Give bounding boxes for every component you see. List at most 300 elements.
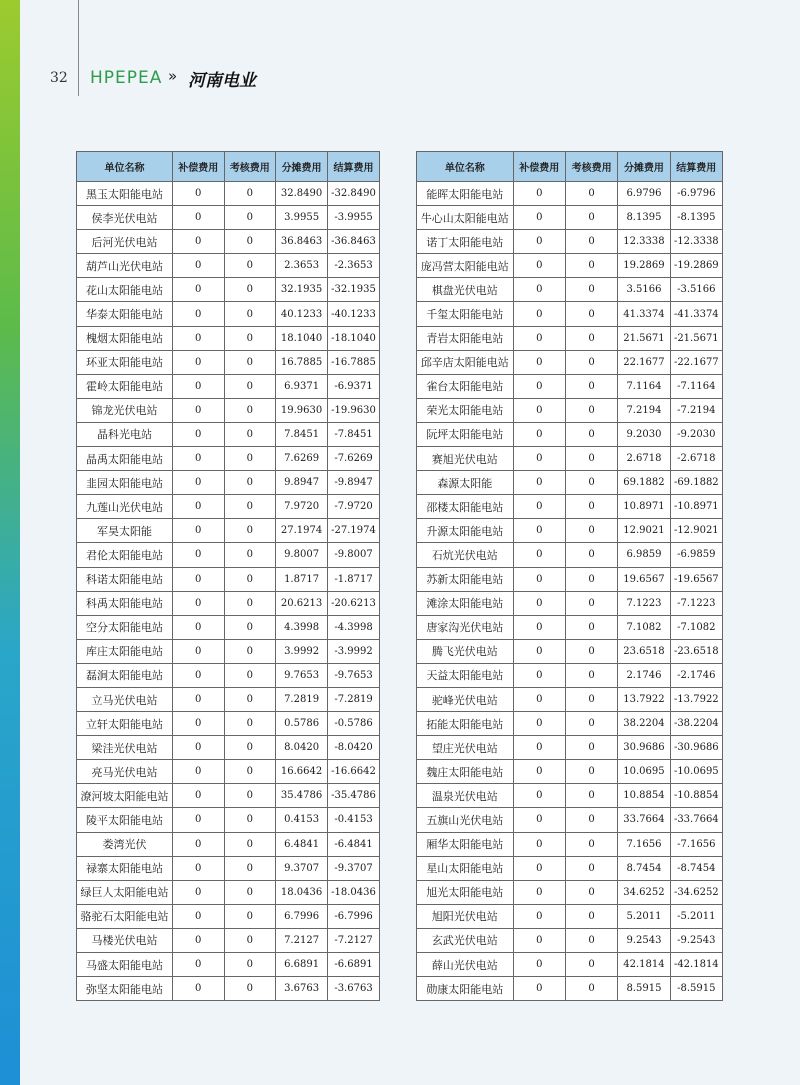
allocation-cell: 10.8854 [618,784,670,808]
assessment-cell: 0 [565,230,617,254]
compensation-cell: 0 [513,615,565,639]
settlement-cell: -7.1164 [670,374,722,398]
compensation-cell: 0 [513,856,565,880]
assessment-cell: 0 [565,471,617,495]
assessment-cell: 0 [224,953,276,977]
assessment-cell: 0 [565,519,617,543]
compensation-cell: 0 [513,760,565,784]
table-row [417,736,723,760]
assessment-cell: 0 [565,543,617,567]
unit-name-cell: 棋盘光伏电站 [417,278,514,302]
table-row [417,230,723,254]
unit-name-cell: 晶科光电站 [77,422,173,446]
unit-name-cell: 九莲山光伏电站 [77,495,173,519]
assessment-cell: 0 [224,904,276,928]
allocation-cell: 7.2194 [618,398,670,422]
settlement-cell: -10.8971 [670,495,722,519]
settlement-cell: -6.4841 [328,832,380,856]
table-row [77,326,380,350]
allocation-cell: 10.8971 [618,495,670,519]
table-row [77,808,380,832]
compensation-cell: 0 [513,784,565,808]
assessment-cell: 0 [224,880,276,904]
compensation-cell: 0 [513,543,565,567]
assessment-cell: 0 [224,230,276,254]
allocation-cell: 8.1395 [618,206,670,230]
unit-name-cell: 空分太阳能电站 [77,615,173,639]
allocation-cell: 33.7664 [618,808,670,832]
settlement-cell: -4.3998 [328,615,380,639]
compensation-cell: 0 [172,567,224,591]
settlement-cell: -16.6642 [328,760,380,784]
allocation-cell: 7.2127 [276,928,328,952]
compensation-cell: 0 [513,374,565,398]
table-row [77,832,380,856]
settlement-cell: -38.2204 [670,712,722,736]
table-row [77,615,380,639]
allocation-cell: 30.9686 [618,736,670,760]
assessment-cell: 0 [565,398,617,422]
allocation-cell: 7.2819 [276,687,328,711]
col-header-unit: 单位名称 [417,152,514,182]
allocation-cell: 16.7885 [276,350,328,374]
assessment-cell: 0 [565,591,617,615]
allocation-cell: 7.1082 [618,615,670,639]
brand-separator: » [168,67,178,85]
compensation-cell: 0 [172,543,224,567]
assessment-cell: 0 [224,302,276,326]
table-row [417,784,723,808]
table-row [417,663,723,687]
assessment-cell: 0 [565,302,617,326]
table-row [77,784,380,808]
assessment-cell: 0 [224,543,276,567]
assessment-cell: 0 [224,254,276,278]
allocation-cell: 27.1974 [276,519,328,543]
settlement-cell: -42.1814 [670,953,722,977]
compensation-cell: 0 [513,977,565,1001]
unit-name-cell: 潦河坡太阳能电站 [77,784,173,808]
compensation-cell: 0 [172,471,224,495]
unit-name-cell: 腾飞光伏电站 [417,639,514,663]
compensation-cell: 0 [513,422,565,446]
compensation-cell: 0 [513,350,565,374]
assessment-cell: 0 [565,422,617,446]
allocation-cell: 32.8490 [276,182,328,206]
settlement-cell: -18.1040 [328,326,380,350]
table-row [77,182,380,206]
settlement-cell: -18.0436 [328,880,380,904]
table-row [417,567,723,591]
settlement-cell: -12.3338 [670,230,722,254]
table-row [77,880,380,904]
table-row [417,591,723,615]
table-row [77,760,380,784]
compensation-cell: 0 [172,302,224,326]
assessment-cell: 0 [565,687,617,711]
compensation-cell: 0 [513,880,565,904]
table-row [417,326,723,350]
settlement-cell: -34.6252 [670,880,722,904]
assessment-cell: 0 [224,977,276,1001]
side-color-bar [0,0,20,1085]
compensation-cell: 0 [172,254,224,278]
unit-name-cell: 华泰太阳能电站 [77,302,173,326]
assessment-cell: 0 [224,447,276,471]
allocation-cell: 8.0420 [276,736,328,760]
compensation-cell: 0 [513,495,565,519]
unit-name-cell: 星山太阳能电站 [417,856,514,880]
settlement-cell: -35.4786 [328,784,380,808]
allocation-cell: 21.5671 [618,326,670,350]
allocation-cell: 7.1223 [618,591,670,615]
unit-name-cell: 望庄光伏电站 [417,736,514,760]
unit-name-cell: 勋康太阳能电站 [417,977,514,1001]
unit-name-cell: 薛山光伏电站 [417,953,514,977]
table-row [417,278,723,302]
table-row [77,712,380,736]
table-row [417,495,723,519]
assessment-cell: 0 [565,880,617,904]
table-row [77,543,380,567]
compensation-cell: 0 [172,928,224,952]
unit-name-cell: 旭阳光伏电站 [417,904,514,928]
unit-name-cell: 骆驼石太阳能电站 [77,904,173,928]
table-row [417,712,723,736]
assessment-cell: 0 [224,278,276,302]
table-row [417,760,723,784]
assessment-cell: 0 [224,471,276,495]
table-header-row [77,152,380,182]
table-row [417,206,723,230]
settlement-cell: -2.3653 [328,254,380,278]
compensation-cell: 0 [172,712,224,736]
table-row [77,639,380,663]
unit-name-cell: 磊涧太阳能电站 [77,663,173,687]
settlement-cell: -7.2194 [670,398,722,422]
compensation-cell: 0 [172,639,224,663]
col-header-assessment: 考核费用 [565,152,617,182]
table-row [417,928,723,952]
compensation-cell: 0 [513,904,565,928]
assessment-cell: 0 [565,663,617,687]
table-row [417,904,723,928]
left-fee-table [76,151,380,1001]
assessment-cell: 0 [565,639,617,663]
unit-name-cell: 赛旭光伏电站 [417,447,514,471]
compensation-cell: 0 [513,639,565,663]
compensation-cell: 0 [172,278,224,302]
allocation-cell: 9.3707 [276,856,328,880]
assessment-cell: 0 [565,712,617,736]
unit-name-cell: 滩涂太阳能电站 [417,591,514,615]
settlement-cell: -5.2011 [670,904,722,928]
assessment-cell: 0 [565,904,617,928]
compensation-cell: 0 [513,832,565,856]
settlement-cell: -6.6891 [328,953,380,977]
allocation-cell: 3.9955 [276,206,328,230]
unit-name-cell: 库庄太阳能电站 [77,639,173,663]
compensation-cell: 0 [513,712,565,736]
assessment-cell: 0 [224,712,276,736]
table-row [417,977,723,1001]
compensation-cell: 0 [172,856,224,880]
assessment-cell: 0 [224,639,276,663]
brand-logo-latin: HPEPEA [90,68,163,88]
unit-name-cell: 环亚太阳能电站 [77,350,173,374]
unit-name-cell: 娄湾光伏 [77,832,173,856]
unit-name-cell: 雀台太阳能电站 [417,374,514,398]
unit-name-cell: 五旗山光伏电站 [417,808,514,832]
unit-name-cell: 槐烟太阳能电站 [77,326,173,350]
allocation-cell: 8.5915 [618,977,670,1001]
assessment-cell: 0 [224,615,276,639]
compensation-cell: 0 [513,447,565,471]
table-row [417,543,723,567]
compensation-cell: 0 [172,519,224,543]
settlement-cell: -0.4153 [328,808,380,832]
allocation-cell: 6.9859 [618,543,670,567]
table-row [417,254,723,278]
assessment-cell: 0 [565,374,617,398]
settlement-cell: -36.8463 [328,230,380,254]
unit-name-cell: 诺丁太阳能电站 [417,230,514,254]
table-row [417,519,723,543]
unit-name-cell: 玄武光伏电站 [417,928,514,952]
table-row [77,447,380,471]
settlement-cell: -7.2819 [328,687,380,711]
allocation-cell: 42.1814 [618,953,670,977]
unit-name-cell: 君伦太阳能电站 [77,543,173,567]
settlement-cell: -9.8007 [328,543,380,567]
page-header [20,0,800,110]
settlement-cell: -0.5786 [328,712,380,736]
settlement-cell: -2.6718 [670,447,722,471]
assessment-cell: 0 [565,784,617,808]
settlement-cell: -7.2127 [328,928,380,952]
settlement-cell: -3.9955 [328,206,380,230]
allocation-cell: 5.2011 [618,904,670,928]
table-row [417,953,723,977]
compensation-cell: 0 [172,350,224,374]
table-row [417,687,723,711]
unit-name-cell: 黑玉太阳能电站 [77,182,173,206]
table-row [77,278,380,302]
allocation-cell: 0.4153 [276,808,328,832]
assessment-cell: 0 [565,495,617,519]
compensation-cell: 0 [513,254,565,278]
table-row [77,953,380,977]
allocation-cell: 19.9630 [276,398,328,422]
header-divider [78,0,79,96]
compensation-cell: 0 [172,953,224,977]
compensation-cell: 0 [172,904,224,928]
unit-name-cell: 邱辛店太阳能电站 [417,350,514,374]
settlement-cell: -7.8451 [328,422,380,446]
table-row [77,977,380,1001]
assessment-cell: 0 [565,808,617,832]
compensation-cell: 0 [172,832,224,856]
table-row [417,182,723,206]
unit-name-cell: 阮坪太阳能电站 [417,422,514,446]
unit-name-cell: 葫芦山光伏电站 [77,254,173,278]
settlement-cell: -12.9021 [670,519,722,543]
settlement-cell: -8.0420 [328,736,380,760]
col-header-compensation: 补偿费用 [513,152,565,182]
unit-name-cell: 科禹太阳能电站 [77,591,173,615]
compensation-cell: 0 [172,447,224,471]
table-row [417,880,723,904]
table-row [417,856,723,880]
settlement-cell: -1.8717 [328,567,380,591]
compensation-cell: 0 [513,230,565,254]
unit-name-cell: 森源太阳能 [417,471,514,495]
assessment-cell: 0 [565,567,617,591]
compensation-cell: 0 [172,398,224,422]
compensation-cell: 0 [513,278,565,302]
unit-name-cell: 苏新太阳能电站 [417,567,514,591]
unit-name-cell: 邵楼太阳能电站 [417,495,514,519]
allocation-cell: 19.6567 [618,567,670,591]
allocation-cell: 69.1882 [618,471,670,495]
allocation-cell: 18.0436 [276,880,328,904]
settlement-cell: -23.6518 [670,639,722,663]
allocation-cell: 6.6891 [276,953,328,977]
settlement-cell: -7.1223 [670,591,722,615]
allocation-cell: 9.7653 [276,663,328,687]
allocation-cell: 7.9720 [276,495,328,519]
assessment-cell: 0 [224,374,276,398]
allocation-cell: 3.6763 [276,977,328,1001]
compensation-cell: 0 [172,736,224,760]
settlement-cell: -32.8490 [328,182,380,206]
unit-name-cell: 能晖太阳能电站 [417,182,514,206]
table-row [77,471,380,495]
assessment-cell: 0 [224,350,276,374]
table-row [77,422,380,446]
settlement-cell: -8.7454 [670,856,722,880]
page-number: 32 [50,70,68,86]
compensation-cell: 0 [513,953,565,977]
allocation-cell: 2.1746 [618,663,670,687]
table-row [77,350,380,374]
settlement-cell: -3.9992 [328,639,380,663]
allocation-cell: 40.1233 [276,302,328,326]
assessment-cell: 0 [565,832,617,856]
unit-name-cell: 荣光太阳能电站 [417,398,514,422]
compensation-cell: 0 [513,398,565,422]
compensation-cell: 0 [172,977,224,1001]
allocation-cell: 7.8451 [276,422,328,446]
compensation-cell: 0 [172,422,224,446]
assessment-cell: 0 [224,928,276,952]
assessment-cell: 0 [224,567,276,591]
table-row [417,639,723,663]
unit-name-cell: 升源太阳能电站 [417,519,514,543]
unit-name-cell: 马楼光伏电站 [77,928,173,952]
assessment-cell: 0 [565,736,617,760]
compensation-cell: 0 [172,326,224,350]
compensation-cell: 0 [513,519,565,543]
allocation-cell: 19.2869 [618,254,670,278]
assessment-cell: 0 [565,182,617,206]
allocation-cell: 10.0695 [618,760,670,784]
allocation-cell: 41.3374 [618,302,670,326]
unit-name-cell: 唐家沟光伏电站 [417,615,514,639]
allocation-cell: 13.7922 [618,687,670,711]
col-header-unit: 单位名称 [77,152,173,182]
allocation-cell: 3.9992 [276,639,328,663]
assessment-cell: 0 [224,519,276,543]
table-row [77,230,380,254]
unit-name-cell: 科诺太阳能电站 [77,567,173,591]
assessment-cell: 0 [565,350,617,374]
compensation-cell: 0 [172,495,224,519]
assessment-cell: 0 [224,808,276,832]
table-row [417,302,723,326]
allocation-cell: 0.5786 [276,712,328,736]
compensation-cell: 0 [172,663,224,687]
settlement-cell: -6.9859 [670,543,722,567]
allocation-cell: 7.6269 [276,447,328,471]
allocation-cell: 9.2543 [618,928,670,952]
allocation-cell: 20.6213 [276,591,328,615]
table-row [417,350,723,374]
assessment-cell: 0 [565,206,617,230]
allocation-cell: 6.7996 [276,904,328,928]
allocation-cell: 36.8463 [276,230,328,254]
col-header-assessment: 考核费用 [224,152,276,182]
unit-name-cell: 千玺太阳能电站 [417,302,514,326]
allocation-cell: 23.6518 [618,639,670,663]
unit-name-cell: 韭园太阳能电站 [77,471,173,495]
assessment-cell: 0 [565,326,617,350]
table-row [77,591,380,615]
settlement-cell: -7.1656 [670,832,722,856]
table-row [417,398,723,422]
unit-name-cell: 禄寨太阳能电站 [77,856,173,880]
unit-name-cell: 立轩太阳能电站 [77,712,173,736]
allocation-cell: 6.4841 [276,832,328,856]
table-row [417,447,723,471]
assessment-cell: 0 [224,182,276,206]
assessment-cell: 0 [224,856,276,880]
compensation-cell: 0 [172,374,224,398]
allocation-cell: 9.2030 [618,422,670,446]
settlement-cell: -8.5915 [670,977,722,1001]
table-row [77,495,380,519]
compensation-cell: 0 [513,928,565,952]
allocation-cell: 35.4786 [276,784,328,808]
table-row [417,471,723,495]
table-row [77,398,380,422]
assessment-cell: 0 [224,422,276,446]
assessment-cell: 0 [224,326,276,350]
unit-name-cell: 拓能太阳能电站 [417,712,514,736]
table-row [417,422,723,446]
table-row [77,904,380,928]
brand-name: 河南电业 [188,71,256,91]
settlement-cell: -40.1233 [328,302,380,326]
compensation-cell: 0 [172,206,224,230]
compensation-cell: 0 [513,302,565,326]
assessment-cell: 0 [224,687,276,711]
assessment-cell: 0 [224,495,276,519]
compensation-cell: 0 [513,663,565,687]
allocation-cell: 8.7454 [618,856,670,880]
assessment-cell: 0 [565,278,617,302]
allocation-cell: 7.1656 [618,832,670,856]
